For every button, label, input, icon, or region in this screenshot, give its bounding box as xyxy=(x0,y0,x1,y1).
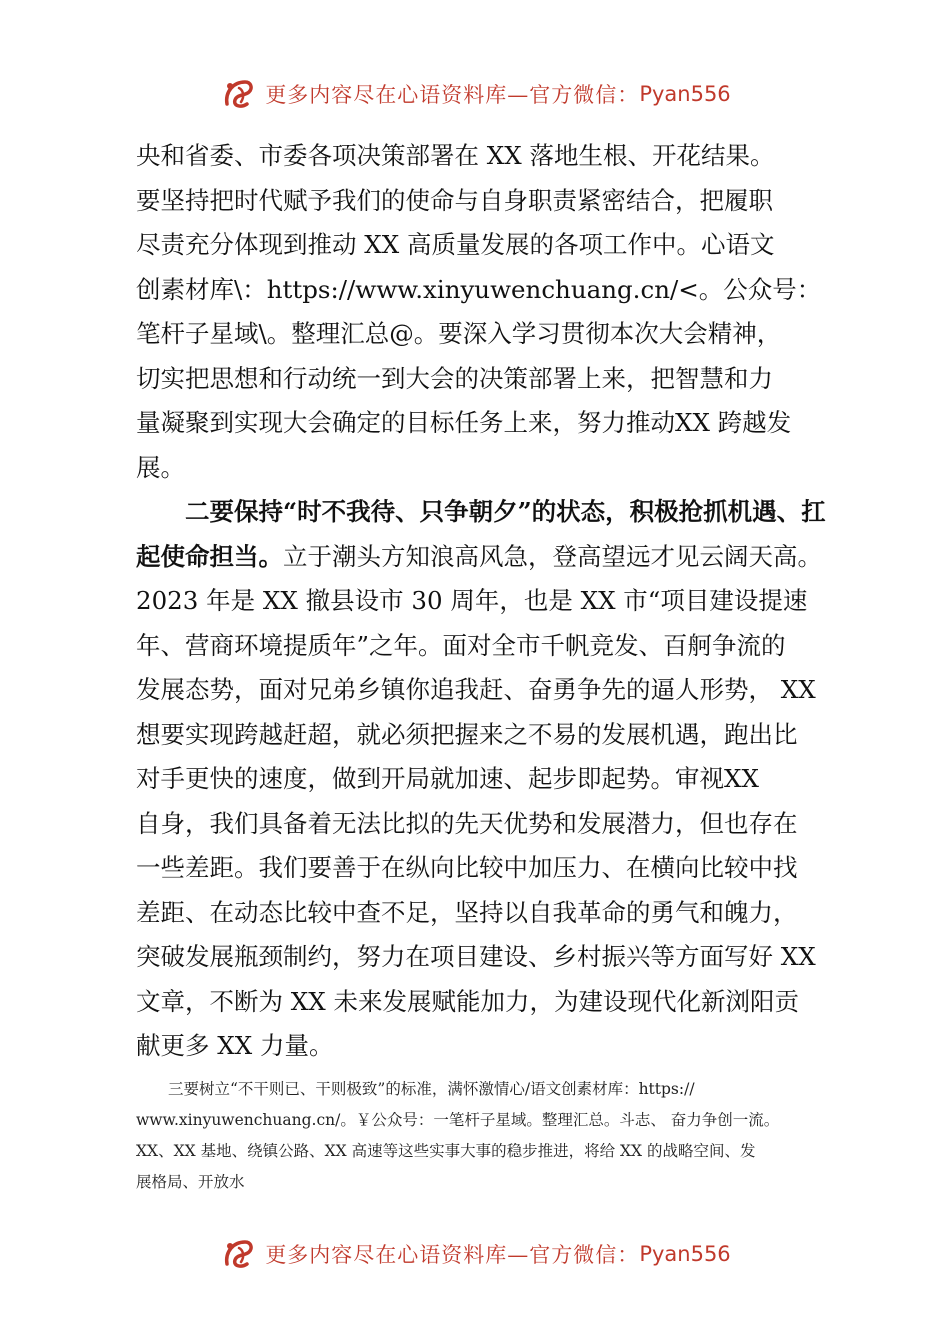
text-line: 对手更快的速度，做到开局就加速、起步即起势。审视XX xyxy=(136,764,759,793)
header-wechat-id: Pyan556 xyxy=(639,82,731,106)
paragraph-1 xyxy=(136,134,836,490)
text-line: 展。 xyxy=(136,452,185,482)
paragraph-2 xyxy=(136,490,836,1069)
bold-heading-end: 起使命担当。 xyxy=(136,541,283,571)
text-fragment: 立于潮头方知浪高风急，登高望远才见云阔天高。 xyxy=(283,541,822,571)
text-line: 尽责充分体现到推动 XX 高质量发展的各项工作中。心语文 xyxy=(136,230,775,259)
text-line: 创素材库\：https://www.xinyuwenchuang.cn/<。公众号： xyxy=(136,274,822,304)
text-line: XX、XX 基地、绕镇公路、XX 高速等这些实事大事的稳步推进，将给 XX 的战略空间、发 xyxy=(136,1142,756,1160)
footer-text: 更多内容尽在心语资料库—官方微信： xyxy=(265,1243,640,1267)
calligraphy-seal-logo-icon xyxy=(219,74,259,114)
text-line: 一些差距。我们要善于在纵向比较中加压力、在横向比较中找 xyxy=(136,853,798,882)
text-line: 展格局、开放水 xyxy=(136,1173,245,1191)
calligraphy-seal-logo-icon xyxy=(219,1234,259,1274)
text-line: 自身，我们具备着无法比拟的先天优势和发展潜力，但也存在 xyxy=(136,808,798,838)
text-line: 差距、在动态比较中查不足，坚持以自我革命的勇气和魄力， xyxy=(136,897,798,927)
text-line: 年、营商环境提质年”之年。面对全市千帆竞发、百舸争流的 xyxy=(136,630,786,660)
text-line: 央和省委、市委各项决策部署在 XX 落地生根、开花结果。 xyxy=(136,141,775,170)
text-line: 笔杆子星域\。整理汇总@。要深入学习贯彻本次大会精神， xyxy=(136,319,782,348)
footer-wechat-id: Pyan556 xyxy=(639,1242,731,1266)
paragraph-3 xyxy=(136,1074,836,1198)
text-line: 献更多 XX 力量。 xyxy=(136,1031,334,1060)
header-banner xyxy=(0,72,950,116)
text-line: 想要实现跨越赶超，就必须把握来之不易的发展机遇，跑出比 xyxy=(136,719,798,749)
text-line: 量凝聚到实现大会确定的目标任务上来，努力推动XX 跨越发 xyxy=(136,408,792,437)
text-line: 要坚持把时代赋予我们的使命与自身职责紧密结合，把履职 xyxy=(136,185,773,215)
bold-heading: 二要保持“时不我待、只争朝夕”的状态，积极抢抓机遇、扛 xyxy=(185,497,826,526)
footer-banner xyxy=(0,1232,950,1276)
text-line: 发展态势，面对兄弟乡镇你追我赶、奋勇争先的逼人形势， XX xyxy=(136,675,816,704)
text-line xyxy=(136,490,836,535)
text-line: www.xinyuwenchuang.cn/。￥公众号：一笔杆子星域。整理汇总。斗志、 奋力争创一流。 xyxy=(136,1111,780,1129)
text-line: 切实把思想和行动统一到大会的决策部署上来，把智慧和力 xyxy=(136,363,773,393)
document-body xyxy=(136,134,836,1069)
text-line: 突破发展瓶颈制约，努力在项目建设、乡村振兴等方面写好 XX xyxy=(136,942,816,971)
text-line: 2023 年是 XX 撤县设市 30 周年，也是 XX 市“项目建设提速 xyxy=(136,586,808,615)
header-text: 更多内容尽在心语资料库—官方微信： xyxy=(265,83,640,107)
text-line xyxy=(136,535,836,580)
text-line: 文章，不断为 XX 未来发展赋能加力，为建设现代化新浏阳贡 xyxy=(136,986,799,1016)
text-line: 三要树立“不干则已、干则极致”的标准，满怀激情心/语文创素材库：https:// xyxy=(168,1080,695,1098)
